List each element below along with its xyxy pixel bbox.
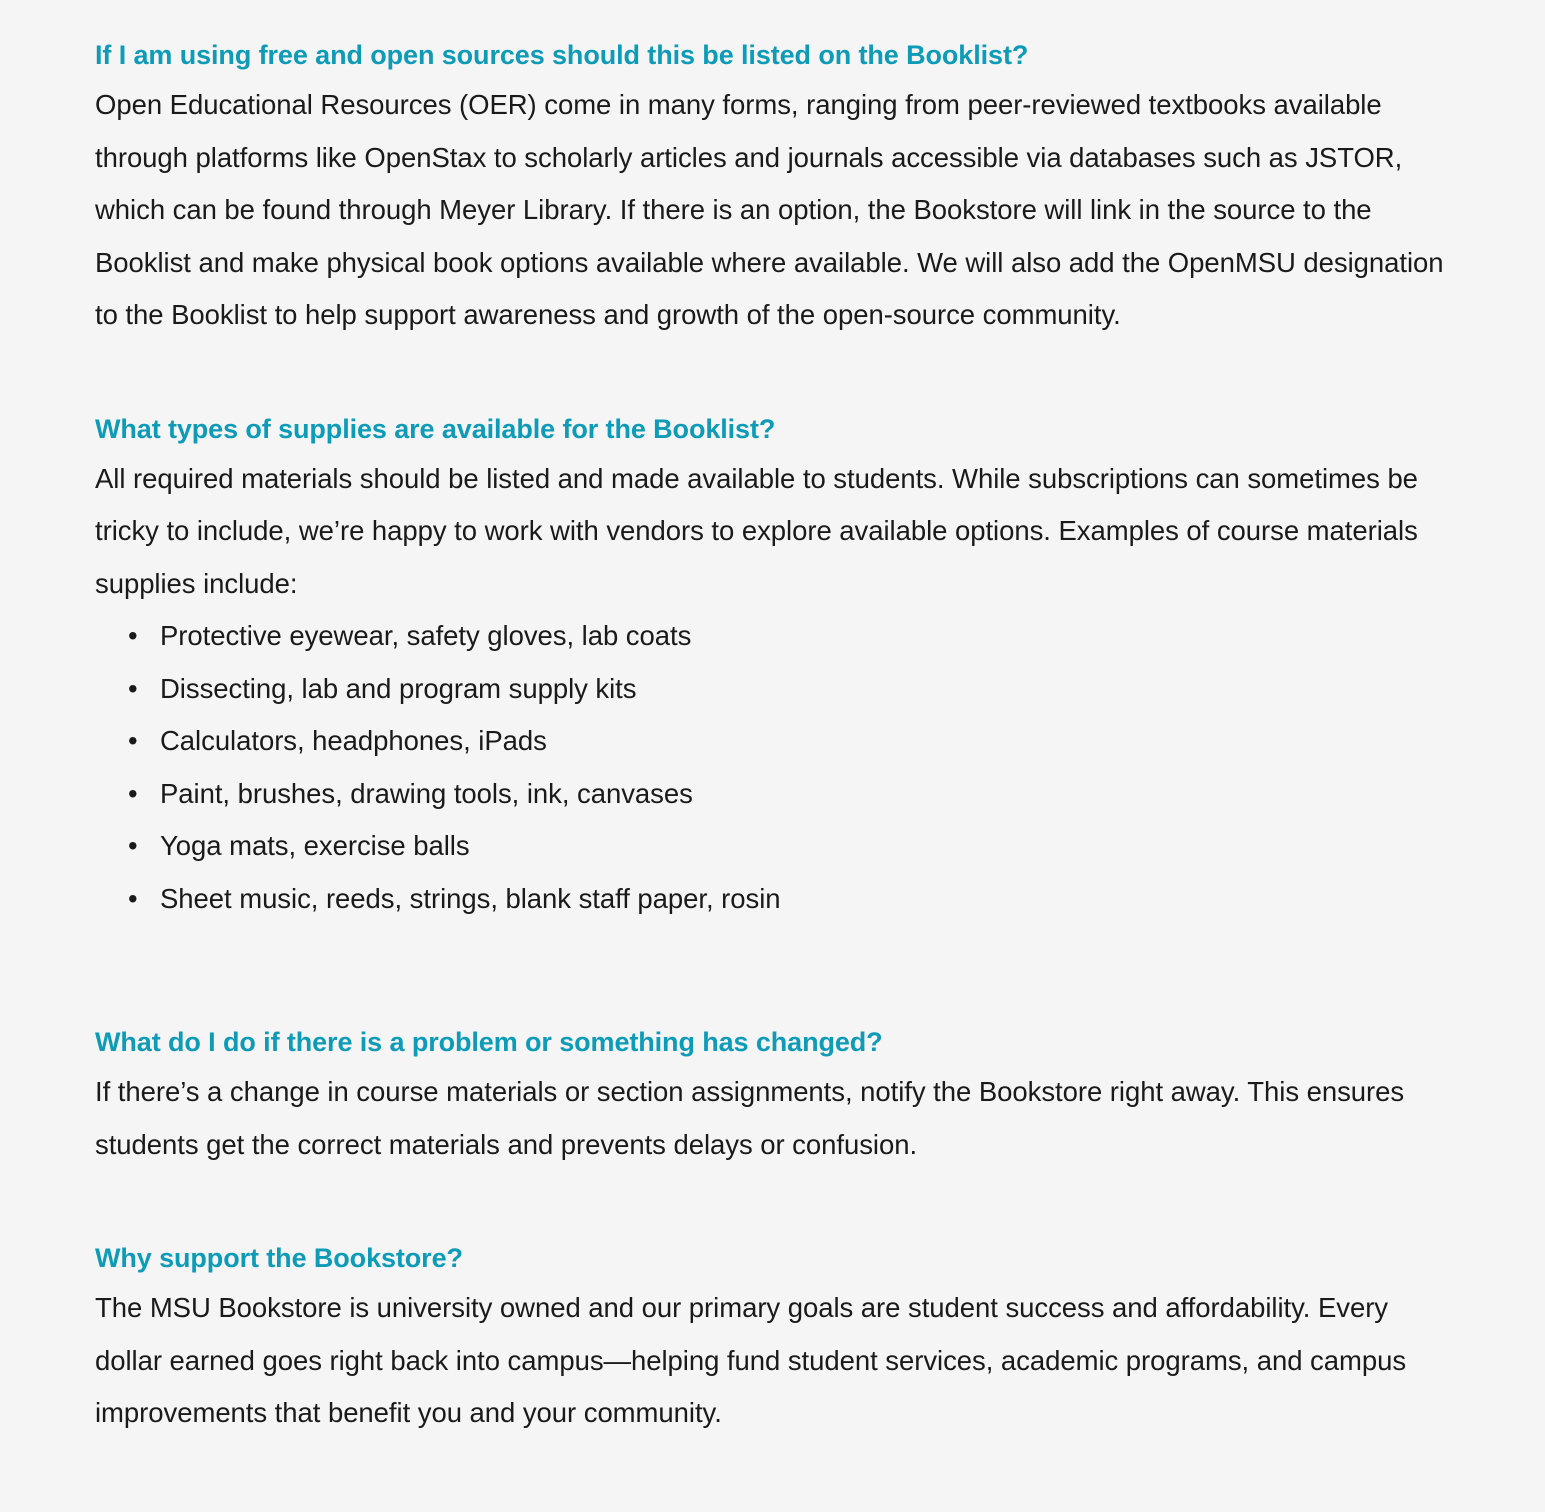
list-item-label: Protective eyewear, safety gloves, lab coats <box>160 620 692 652</box>
list-item-label: Calculators, headphones, iPads <box>160 725 547 757</box>
list-item <box>95 715 1450 768</box>
list-item-label: Dissecting, lab and program supply kits <box>160 672 637 704</box>
section-spacer <box>95 342 1450 412</box>
supplies-list <box>95 610 1450 925</box>
faq-section-open-sources <box>95 38 1450 342</box>
faq-paragraph-problem-changed: If there’s a change in course materials or section assignments, notify the Bookstore right away. This ensures students get the correct materials and prevents delays or confusion. <box>95 1076 1405 1160</box>
faq-heading-why-support: Why support the Bookstore? <box>95 1243 463 1274</box>
faq-paragraph-why-support: The MSU Bookstore is university owned and our primary goals are student success and affordability. Every dollar earned goes right back into campus—helping fund student services, academic programs, and campus improvements that benefit you and your community. <box>95 1292 1407 1429</box>
faq-heading-supplies: What types of supplies are available for the Booklist? <box>95 413 776 444</box>
faq-section-supplies <box>95 412 1450 926</box>
list-item-label: Yoga mats, exercise balls <box>160 830 470 862</box>
list-item <box>95 820 1450 873</box>
list-item <box>95 610 1450 663</box>
section-spacer <box>95 925 1450 1025</box>
bullet-icon: • <box>128 882 138 914</box>
faq-paragraph-open-sources: Open Educational Resources (OER) come in many forms, ranging from peer-reviewed textbooks available through platforms like OpenStax to scholarly articles and journals accessible via databases such as JSTOR, which can be found through Meyer Library. If there is an option, the Bookstore will link in the source to the Booklist and make physical book options available where available. We will also add the OpenMSU designation to the Booklist to help support awareness and growth of the open-source community. <box>95 89 1444 331</box>
list-item <box>95 873 1450 926</box>
list-item-label: Sheet music, reeds, strings, blank staff paper, rosin <box>160 882 781 914</box>
faq-paragraph-supplies: All required materials should be listed and made available to students. While subscriptions can sometimes be tricky to include, we’re happy to work with vendors to explore available options. Examples of course materials supplies include: <box>95 462 1418 599</box>
faq-heading-open-sources: If I am using free and open sources should this be listed on the Booklist? <box>95 40 1029 70</box>
faq-heading-problem-changed: What do I do if there is a problem or something has changed? <box>95 1027 883 1058</box>
bullet-icon: • <box>128 672 138 704</box>
bullet-icon: • <box>128 830 138 862</box>
faq-section-problem-changed <box>95 1025 1450 1171</box>
list-item <box>95 663 1450 716</box>
faq-section-why-support <box>95 1241 1450 1440</box>
list-item-label: Paint, brushes, drawing tools, ink, canvases <box>160 777 693 809</box>
section-spacer <box>95 1171 1450 1241</box>
bullet-icon: • <box>128 620 138 652</box>
list-item <box>95 768 1450 821</box>
bullet-icon: • <box>128 777 138 809</box>
bullet-icon: • <box>128 725 138 757</box>
